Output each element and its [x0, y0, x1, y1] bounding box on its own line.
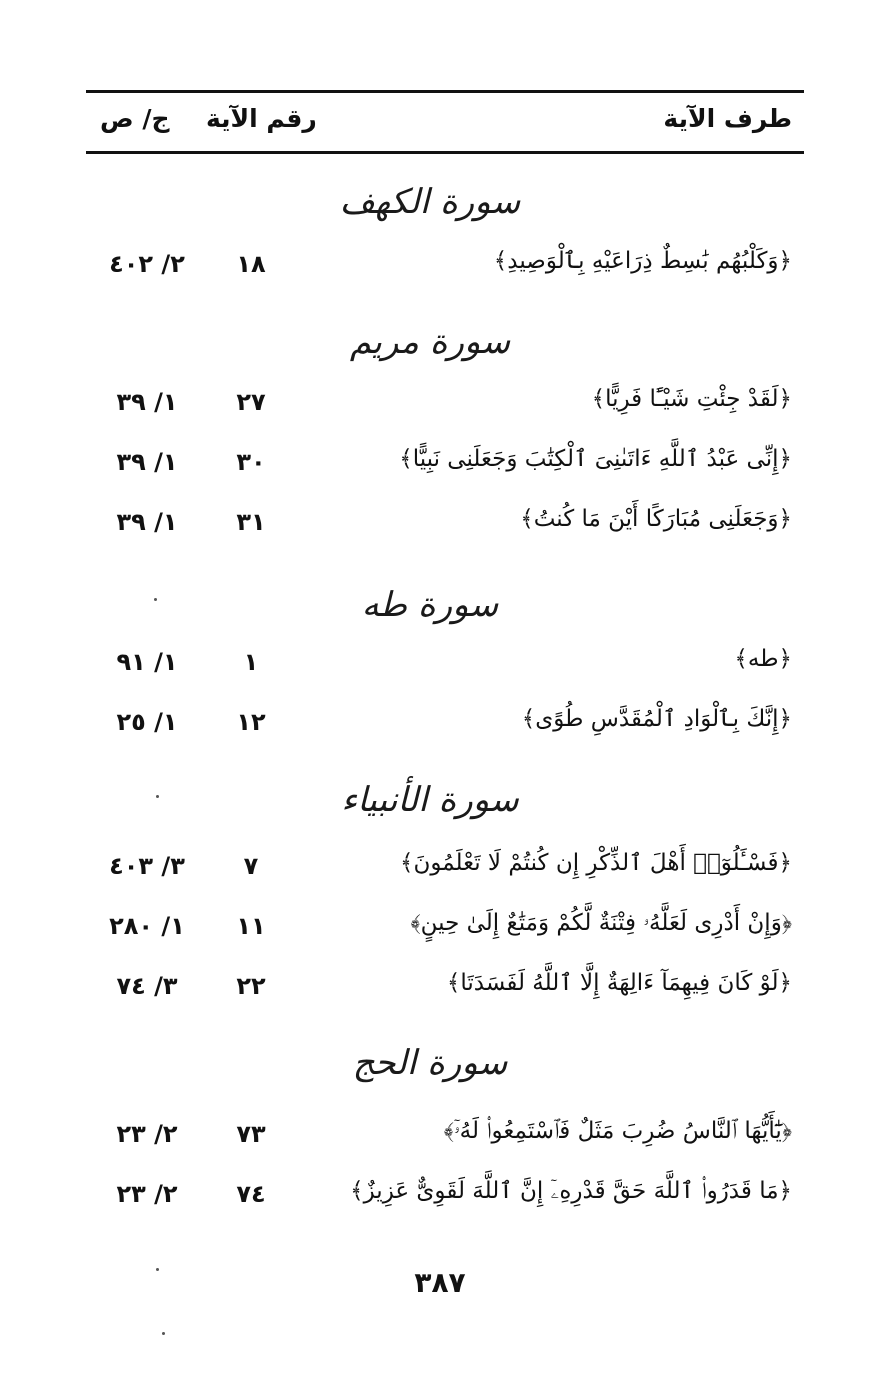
- table-row: [86, 386, 804, 430]
- verse-number: ٢٢: [236, 972, 266, 1000]
- verse-number: ١١: [236, 912, 266, 940]
- surah-title: سورة الكهف: [339, 182, 521, 222]
- verse-text: ﴿طه﴾: [734, 646, 792, 672]
- verse-number: ٧٤: [236, 1180, 266, 1208]
- volume-page-ref: ٢/ ٢٣: [116, 1120, 178, 1148]
- verse-text: ﴿إِنَّكَ بِٱلْوَادِ ٱلْمُقَدَّسِ طُوًى﴾: [521, 706, 792, 732]
- table-row: [86, 446, 804, 490]
- volume-page-ref: ٣/ ٤٠٣: [109, 852, 185, 880]
- verse-text: ﴿وَإِنْ أَدْرِى لَعَلَّهُۥ فِتْنَةٌ لَّكُمْ وَمَتَٰعٌ إِلَىٰ حِينٍ﴾: [410, 910, 792, 936]
- table-row: [86, 706, 804, 750]
- verse-text: ﴿لَوْ كَانَ فِيهِمَآ ءَالِهَةٌ إِلَّا ٱللَّهُ لَفَسَدَتَا﴾: [446, 970, 792, 996]
- verse-number: ١٢: [236, 708, 266, 736]
- header-volume-label: ج/ ص: [100, 104, 170, 133]
- volume-page-ref: ١/ ٣٩: [116, 388, 178, 416]
- verse-text: ﴿إِنِّى عَبْدُ ٱللَّهِ ءَاتَىٰنِىَ ٱلْكِتَٰبَ وَجَعَلَنِى نَبِيًّا﴾: [399, 446, 792, 472]
- speck: [156, 795, 159, 798]
- header-number-label: رقم الآية: [206, 104, 317, 133]
- volume-page-ref: ١/ ٢٥: [116, 708, 178, 736]
- verse-text: ﴿لَقَدْ جِئْتِ شَيْـًٔا فَرِيًّا﴾: [591, 386, 792, 412]
- verse-number: ٢٧: [236, 388, 266, 416]
- volume-page-ref: ١/ ٣٩: [116, 448, 178, 476]
- table-header: [86, 96, 804, 148]
- speck: [154, 598, 157, 601]
- verse-number: ١: [243, 648, 259, 676]
- verse-text: ﴿يَٰٓأَيُّهَا ٱلنَّاسُ ضُرِبَ مَثَلٌ فَٱسْتَمِعُوا۟ لَهُۥٓ﴾: [443, 1118, 792, 1144]
- speck: [162, 1332, 165, 1335]
- header-verse-label: طرف الآية: [663, 104, 792, 133]
- verse-text: ﴿وَكَلْبُهُم بَٰسِطٌ ذِرَاعَيْهِ بِٱلْوَصِيدِ﴾: [493, 248, 792, 274]
- verse-number: ٣١: [236, 508, 266, 536]
- table-row: [86, 1118, 804, 1162]
- surah-title: سورة الأنبياء: [341, 780, 519, 820]
- volume-page-ref: ٢/ ٤٠٢: [109, 250, 185, 278]
- volume-page-ref: ١/ ٣٩: [116, 508, 178, 536]
- verse-number: ٧: [243, 852, 259, 880]
- table-row: [86, 506, 804, 550]
- surah-title: سورة الحج: [352, 1043, 508, 1083]
- volume-page-ref: ٣/ ٧٤: [116, 972, 178, 1000]
- header-bottom-rule: [86, 151, 804, 154]
- verse-number: ٣٠: [236, 448, 266, 476]
- table-row: [86, 646, 804, 690]
- table-row: [86, 850, 804, 894]
- header-top-rule: [86, 90, 804, 93]
- verse-text: ﴿وَجَعَلَنِى مُبَارَكًا أَيْنَ مَا كُنتُ﴾: [520, 506, 792, 532]
- volume-page-ref: ١/ ٩١: [116, 648, 178, 676]
- table-row: [86, 970, 804, 1014]
- verse-number: ١٨: [236, 250, 266, 278]
- verse-text: ﴿مَا قَدَرُوا۟ ٱللَّهَ حَقَّ قَدْرِهِۦٓ إِنَّ ٱللَّهَ لَقَوِىٌّ عَزِيزٌ﴾: [350, 1178, 792, 1204]
- table-row: [86, 248, 804, 292]
- verse-text: ﴿فَسْـَٔلُوٓا۟ أَهْلَ ٱلذِّكْرِ إِن كُنتُمْ لَا تَعْلَمُونَ﴾: [399, 850, 792, 876]
- surah-title: سورة طه: [361, 585, 499, 625]
- page-number: ٣٨٧: [414, 1266, 466, 1299]
- verse-number: ٧٣: [236, 1120, 266, 1148]
- table-row: [86, 910, 804, 954]
- volume-page-ref: ١/ ٢٨٠: [109, 912, 185, 940]
- table-row: [86, 1178, 804, 1222]
- volume-page-ref: ٢/ ٢٣: [116, 1180, 178, 1208]
- surah-title: سورة مريم: [349, 322, 511, 362]
- speck: [156, 1268, 159, 1271]
